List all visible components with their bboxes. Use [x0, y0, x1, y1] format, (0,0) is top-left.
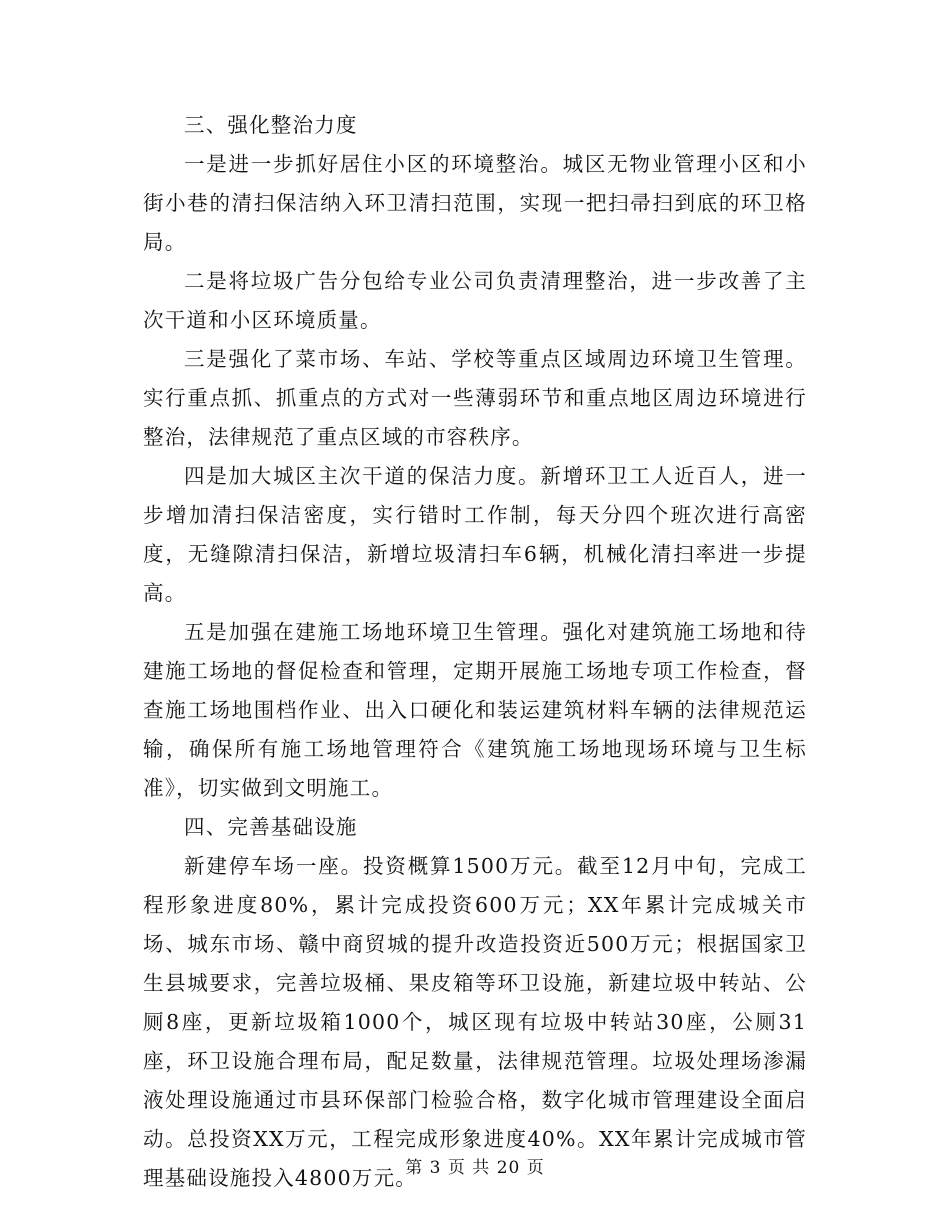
paragraph-advertising-cleanup: 二是将垃圾广告分包给专业公司负责清理整治，进一步改善了主次干道和小区环境质量。 [143, 269, 807, 332]
paragraph-main-roads: 四是加大城区主次干道的保洁力度。新增环卫工人近百人，进一步增加清扫保洁密度，实行错时工作制，每天分四个班次进行高密度，无缝隙清扫保洁，新增垃圾清扫车6辆，机械化清扫率进一步提高。 [143, 464, 807, 605]
paragraph-infrastructure: 新建停车场一座。投资概算1500万元。截至12月中旬，完成工程形象进度80%，累计完成投资600万元；XX年累计完成城关市场、城东市场、赣中商贸城的提升改造投资近500万元；根据国家卫生县城要求，完善垃圾桶、果皮箱等环卫设施，新建垃圾中转站、公厕8座，更新垃圾箱1000个，城区现有垃圾中转站30座，公厕31座，环卫设施合理布局，配足数量，法律规范管理。垃圾处理场渗漏液处理设施通过市县环保部门检验合格，数字化城市管理建设全面启动。总投资XX万元，工程完成形象进度40%。XX年累计完成城市管理基础设施投入4800万元。 [143, 854, 807, 1190]
section-heading-3: 三、强化整治力度 [184, 113, 358, 137]
page-footer [0, 1153, 950, 1178]
paragraph-key-areas: 三是强化了菜市场、车站、学校等重点区域周边环境卫生管理。实行重点抓、抓重点的方式对一些薄弱环节和重点地区周边环境进行整治，法律规范了重点区域的市容秩序。 [143, 347, 807, 449]
page-number: 第 3 页 共 20 页 [405, 1158, 545, 1178]
paragraph-construction-sites: 五是加强在建施工场地环境卫生管理。强化对建筑施工场地和待建施工场地的督促检查和管理，定期开展施工场地专项工作检查，督查施工场地围档作业、出入口硬化和装运建筑材料车辆的法律规范运输，确保所有施工场地管理符合《建筑施工场地现场环境与卫生标准》，切实做到文明施工。 [143, 620, 807, 800]
document-body [143, 106, 807, 1198]
paragraph-residential-areas: 一是进一步抓好居住小区的环境整治。城区无物业管理小区和小街小巷的清扫保洁纳入环卫清扫范围，实现一把扫帚扫到底的环卫格局。 [143, 152, 807, 254]
section-heading-4: 四、完善基础设施 [184, 815, 358, 839]
